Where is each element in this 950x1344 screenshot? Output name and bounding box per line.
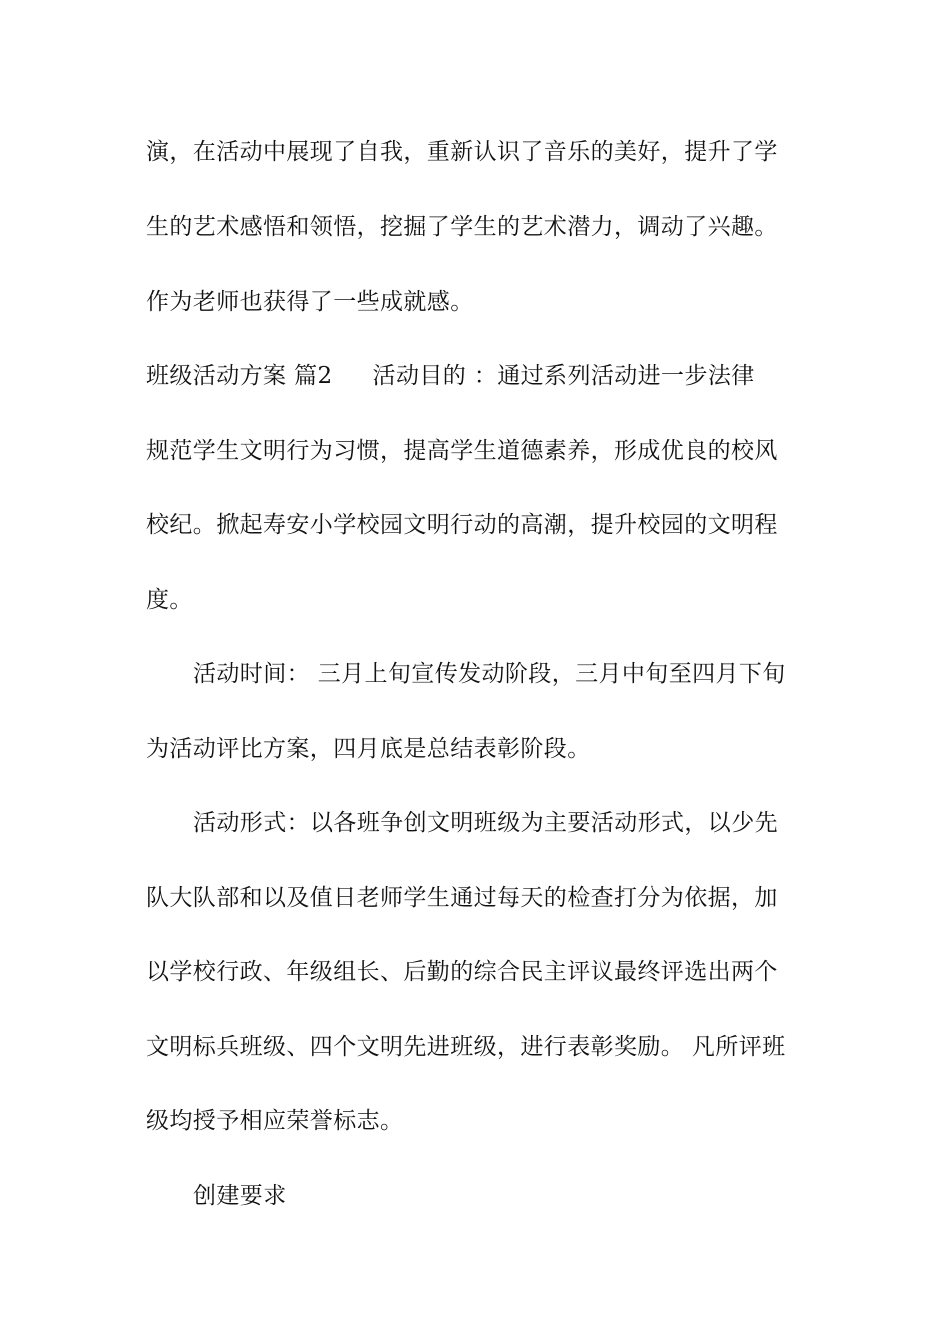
paragraph-line: 文明标兵班级、四个文明先进班级，进行表彰奖励。 凡所评班 [146, 1034, 786, 1060]
section-heading-rest: 活动目的 ：通过系列活动进一步法律 [372, 363, 755, 389]
paragraph-line: 级均授予相应荣誉标志。 [146, 1108, 404, 1134]
paragraph-line: 为活动评比方案，四月底是总结表彰阶段。 [146, 736, 591, 762]
paragraph-line: 作为老师也获得了一些成就感。 [146, 289, 474, 315]
paragraph-line: 队大队部和以及值日老师学生通过每天的检查打分为依据，加 [146, 885, 778, 911]
subheading-line: 创建要求 [193, 1183, 287, 1209]
paragraph-line: 校纪。掀起寿安小学校园文明行动的高潮，提升校园的文明程 [146, 512, 778, 538]
paragraph-line: 生的艺术感悟和领悟，挖掘了学生的艺术潜力，调动了兴趣。 [146, 214, 778, 240]
paragraph-line: 规范学生文明行为习惯，提高学生道德素养，形成优良的校风 [146, 438, 778, 464]
paragraph-line: 活动形式：以各班争创文明班级为主要活动形式，以少先 [193, 810, 778, 836]
section-heading: 班级活动方案 篇2 [146, 363, 333, 389]
paragraph-line: 以学校行政、年级组长、后勤的综合民主评议最终评选出两个 [146, 959, 778, 985]
paragraph-line: 活动时间： 三月上旬宣传发动阶段，三月中旬至四月下旬 [193, 661, 786, 687]
paragraph-line: 度。 [146, 587, 193, 613]
paragraph-line: 演，在活动中展现了自我，重新认识了音乐的美好，提升了学 [146, 139, 778, 165]
section-heading-line [146, 361, 826, 391]
